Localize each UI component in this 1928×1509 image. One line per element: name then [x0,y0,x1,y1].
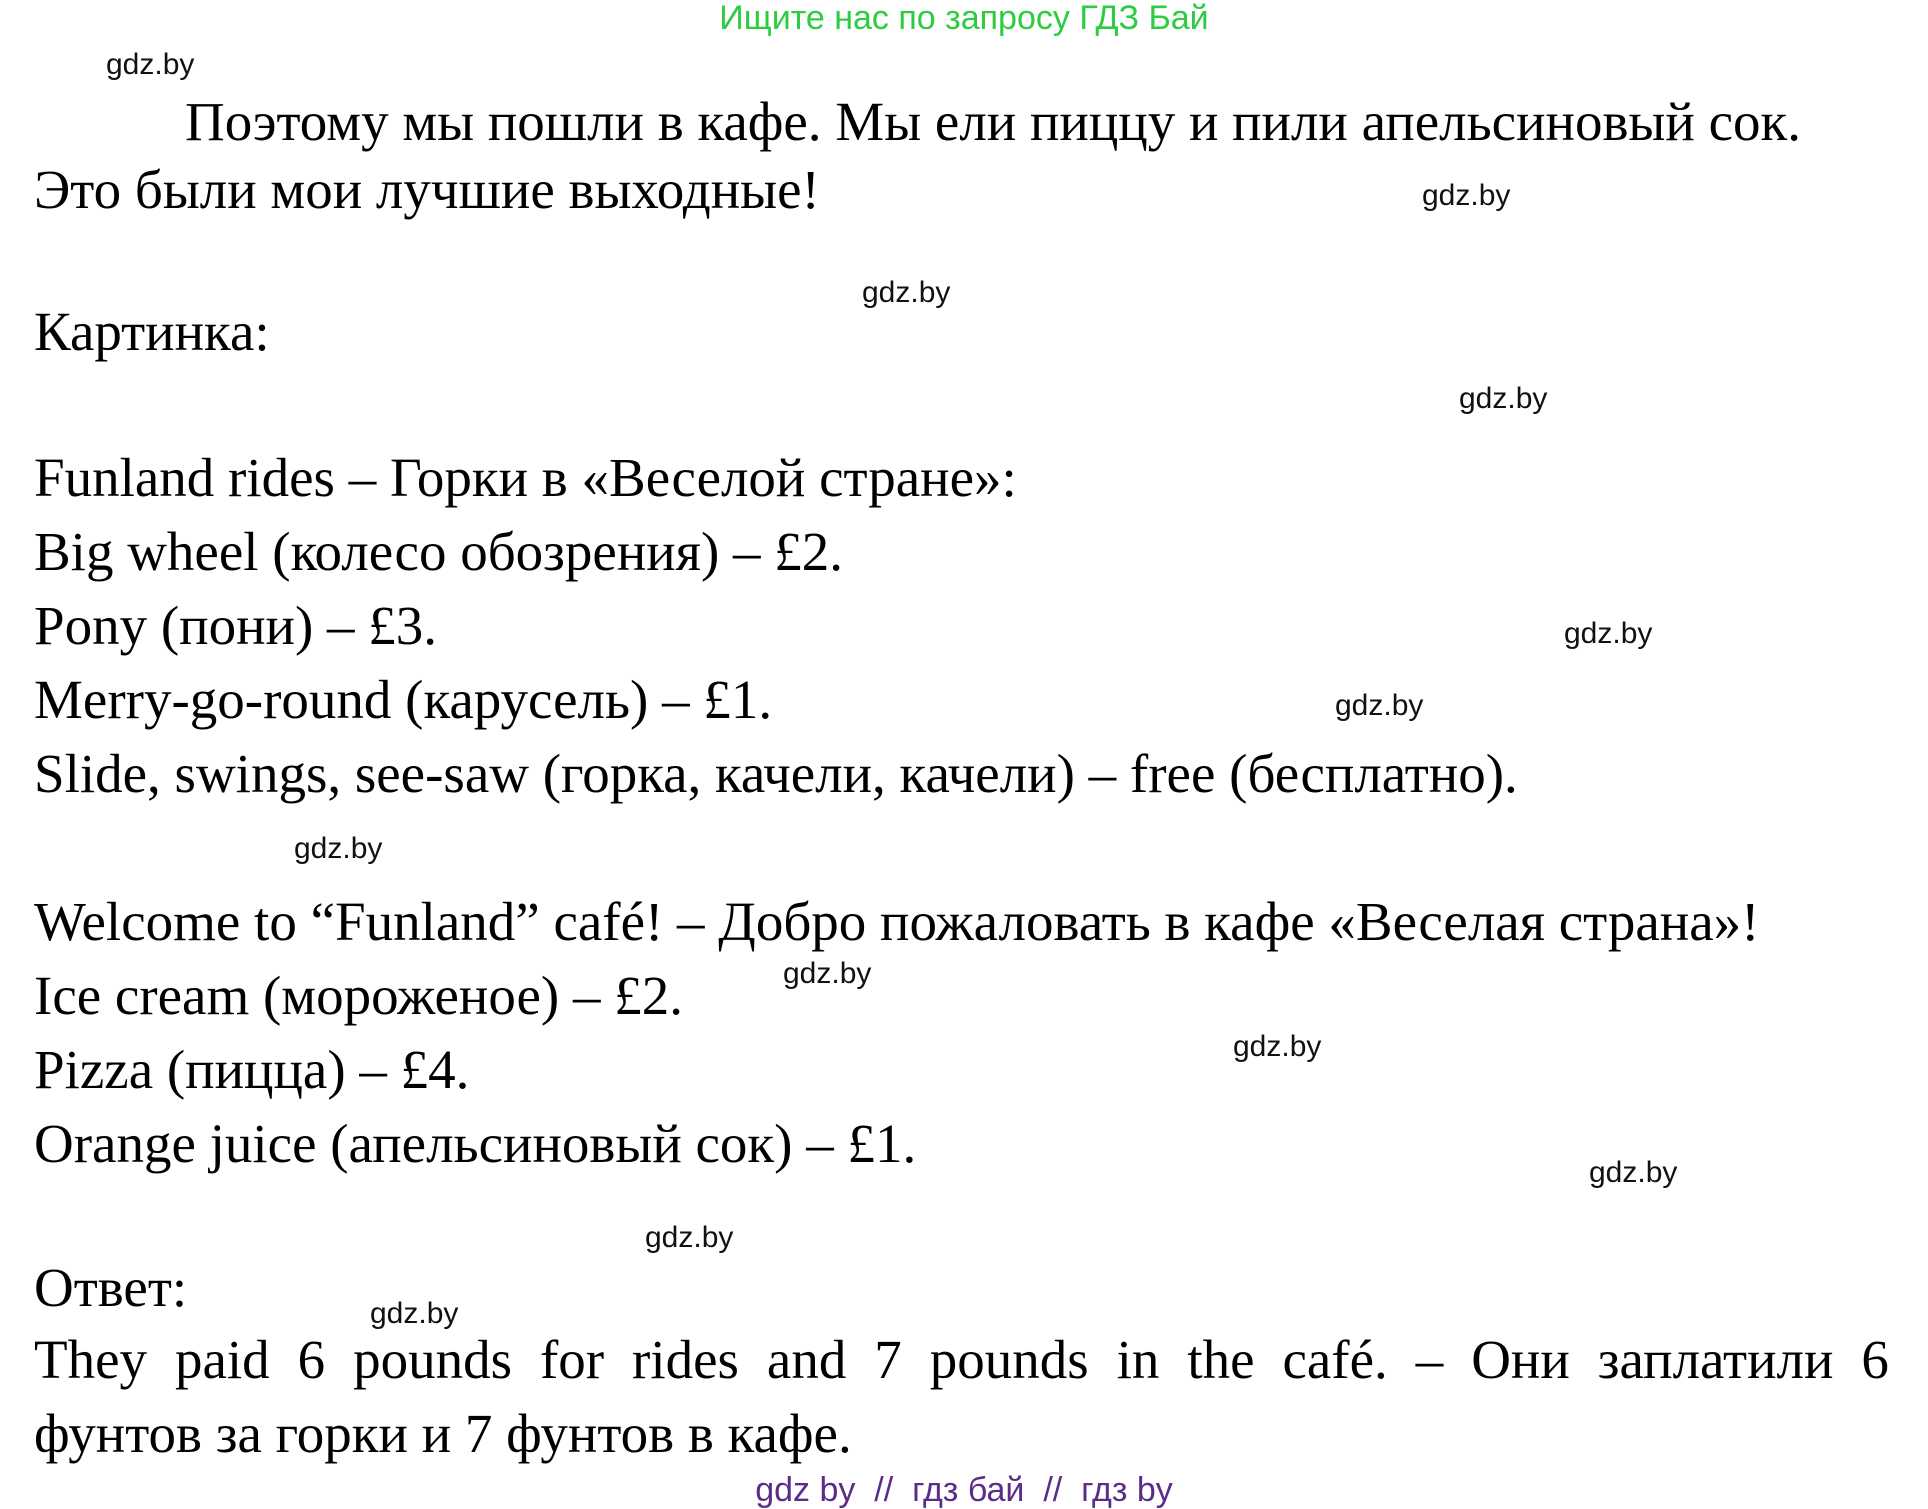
watermark: gdz.by [1233,1030,1322,1063]
answer-word: rides [632,1329,739,1390]
ride-item: Big wheel (колесо обозрения) – £2. [34,521,844,582]
ride-item: Merry-go-round (карусель) – £1. [34,669,773,730]
answer-word: – [1415,1329,1444,1390]
answer-word: café. [1282,1329,1388,1390]
answer-word: the [1187,1329,1255,1390]
answer-word: 7 [874,1329,902,1390]
watermark: gdz.by [1589,1156,1678,1189]
answer-word: Они [1471,1329,1570,1390]
answer-word: pounds [353,1329,512,1390]
picture-label: Картинка: [34,301,270,362]
answer-word: pounds [929,1329,1089,1390]
answer-word: paid [174,1329,270,1390]
top-banner [0,0,1928,36]
watermark: gdz.by [294,832,383,865]
ride-item: Slide, swings, see-saw (горка, качели, качели) – free (бесплатно). [34,743,1518,804]
rides-heading: Funland rides – Горки в «Веселой стране»: [34,447,1017,508]
paragraph-line: Поэтому мы пошли в кафе. Мы ели пиццу и пили апельсиновый сок. [185,91,1801,152]
watermark: gdz.by [1422,179,1511,212]
answer-line [34,1330,1889,1390]
answer-label: Ответ: [34,1257,188,1318]
watermark: gdz.by [106,48,195,81]
footer [0,1472,1928,1508]
answer-word: and [766,1329,847,1390]
answer-word: 6 [297,1329,326,1390]
answer-line: фунтов за горки и 7 фунтов в кафе. [34,1403,852,1464]
answer-word: in [1116,1329,1160,1390]
answer-word: заплатили [1597,1329,1834,1390]
watermark: gdz.by [862,276,951,309]
banner-text: Ищите нас по запросу ГДЗ Бай [719,0,1209,37]
answer-word: 6 [1861,1329,1889,1390]
cafe-item: Ice cream (мороженое) – £2. [34,965,683,1026]
watermark: gdz.by [1335,689,1424,722]
answer-word: for [539,1329,605,1390]
watermark: gdz.by [645,1221,734,1254]
cafe-item: Pizza (пицца) – £4. [34,1039,470,1100]
watermark: gdz.by [370,1297,459,1330]
watermark: gdz.by [1459,382,1548,415]
paragraph-line: Это были мои лучшие выходные! [34,159,820,220]
footer-links: gdz by // гдз бай // гдз by [755,1471,1173,1509]
ride-item: Pony (пони) – £3. [34,595,438,656]
cafe-heading: Welcome to “Funland” café! – Добро пожаловать в кафе «Веселая страна»! [34,891,1760,952]
watermark: gdz.by [783,957,872,990]
cafe-item: Orange juice (апельсиновый сок) – £1. [34,1113,917,1174]
answer-word: They [34,1329,148,1390]
watermark: gdz.by [1564,617,1653,650]
